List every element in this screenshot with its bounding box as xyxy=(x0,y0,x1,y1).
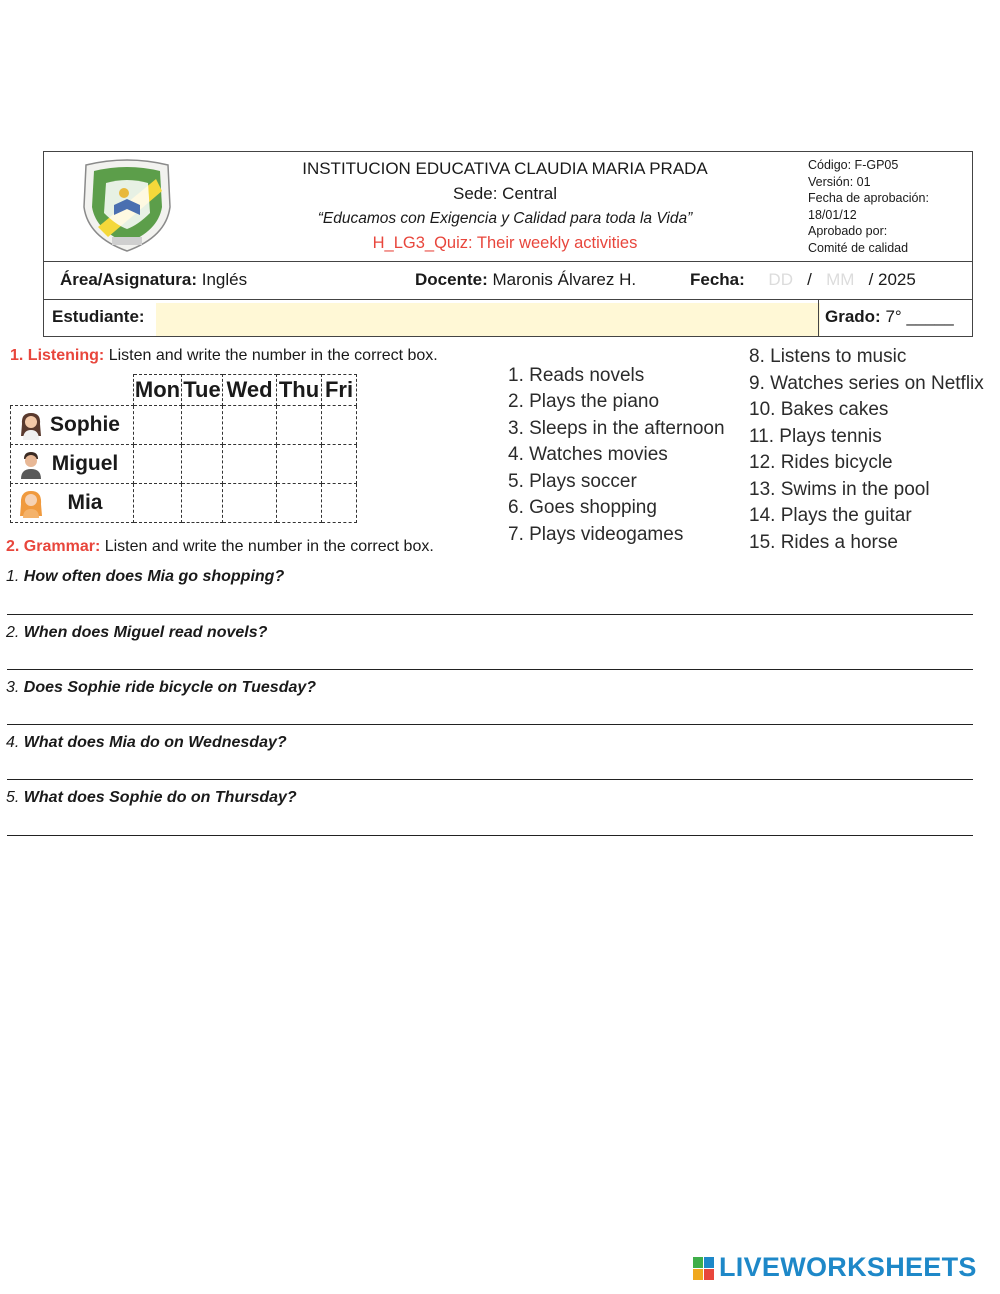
question-4 xyxy=(6,734,287,752)
liveworksheets-brand[interactable]: LIVEWORKSHEETS xyxy=(719,1252,977,1282)
day-header-wed: Wed xyxy=(223,375,277,406)
doc-approval-label: Fecha de aprobación: xyxy=(808,191,929,205)
question-text: Does Sophie ride bicycle on Tuesday? xyxy=(23,679,317,696)
subject-field xyxy=(60,270,247,290)
listening-heading xyxy=(10,347,438,365)
schedule-row-miguel xyxy=(11,445,357,484)
grade-label: Grado: xyxy=(825,307,881,326)
question-1 xyxy=(6,568,284,586)
doc-approval-date: 18/01/12 xyxy=(808,207,857,222)
sophie-avatar-icon xyxy=(17,410,45,440)
student-cell-miguel xyxy=(11,445,134,484)
question-text: What does Mia do on Wednesday? xyxy=(23,734,287,751)
day-header-thu: Thu xyxy=(277,375,322,406)
liveworksheets-icon xyxy=(693,1255,715,1283)
answer-input[interactable] xyxy=(277,484,321,522)
answer-input[interactable] xyxy=(223,484,276,522)
question-text: How often does Mia go shopping? xyxy=(23,568,285,585)
school-name: INSTITUCION EDUCATIVA CLAUDIA MARIA PRADA xyxy=(302,159,708,178)
quiz-title: H_LG3_Quiz: Their weekly activities xyxy=(372,234,638,252)
question-5 xyxy=(6,789,297,807)
listening-instruction: Listen and write the number in the correct box. xyxy=(108,347,438,364)
teacher-label: Docente: xyxy=(415,270,488,289)
activity-item: 2. Plays the piano xyxy=(508,391,660,412)
activity-item: 11. Plays tennis xyxy=(749,426,882,447)
activity-item: 12. Rides bicycle xyxy=(749,452,893,473)
date-year: / 2025 xyxy=(868,270,916,289)
question-text: When does Miguel read novels? xyxy=(23,624,268,641)
schedule-header-row xyxy=(11,375,357,406)
question-3 xyxy=(6,679,316,697)
grade-field xyxy=(825,307,954,327)
student-cell-sophie xyxy=(11,406,134,445)
answer-box[interactable] xyxy=(223,406,277,445)
answer-input[interactable] xyxy=(277,445,321,483)
answer-box[interactable] xyxy=(134,406,182,445)
answer-box[interactable] xyxy=(322,484,357,523)
activity-item: 7. Plays videogames xyxy=(508,524,684,545)
answer-input[interactable] xyxy=(134,406,181,444)
schedule-corner xyxy=(11,375,134,406)
date-field xyxy=(690,270,916,290)
activity-item: 15. Rides a horse xyxy=(749,532,898,553)
answer-line-5[interactable] xyxy=(7,809,973,836)
grade-value: 7° _____ xyxy=(885,307,954,326)
miguel-avatar-icon xyxy=(17,449,45,479)
motto: “Educamos con Exigencia y Calidad para toda la Vida” xyxy=(317,210,693,227)
schedule-row-mia xyxy=(11,484,357,523)
grammar-instruction: Listen and write the number in the correct box. xyxy=(104,538,434,555)
answer-line-4[interactable] xyxy=(7,753,973,780)
answer-input[interactable] xyxy=(134,484,181,522)
answer-input[interactable] xyxy=(322,406,356,444)
answer-box[interactable] xyxy=(134,445,182,484)
listening-number: 1. Listening: xyxy=(10,347,105,364)
grade-divider xyxy=(818,300,819,337)
answer-line-2[interactable] xyxy=(7,643,973,670)
day-header-tue: Tue xyxy=(182,375,223,406)
question-text: What does Sophie do on Thursday? xyxy=(23,789,297,806)
activity-item: 4. Watches movies xyxy=(508,444,668,465)
answer-box[interactable] xyxy=(277,406,322,445)
activity-item: 6. Goes shopping xyxy=(508,497,657,518)
answer-box[interactable] xyxy=(322,406,357,445)
activity-item: 3. Sleeps in the afternoon xyxy=(508,418,725,439)
date-day-input[interactable]: DD xyxy=(768,270,793,289)
subject-label: Área/Asignatura: xyxy=(60,270,197,289)
teacher-value: Maronis Álvarez H. xyxy=(492,270,637,289)
answer-line-1[interactable] xyxy=(7,588,973,615)
answer-input[interactable] xyxy=(182,445,222,483)
activity-item: 1. Reads novels xyxy=(508,365,645,386)
student-label: Estudiante: xyxy=(52,307,145,326)
answer-input[interactable] xyxy=(322,484,356,522)
activity-item: 14. Plays the guitar xyxy=(749,505,912,526)
grammar-heading xyxy=(6,538,434,556)
answer-line-3[interactable] xyxy=(7,698,973,725)
student-name-sophie: Sophie xyxy=(49,413,120,436)
question-2 xyxy=(6,624,267,642)
question-number: 2. xyxy=(6,624,20,641)
answer-input[interactable] xyxy=(182,484,222,522)
answer-box[interactable] xyxy=(322,445,357,484)
answer-box[interactable] xyxy=(223,445,277,484)
date-separator: / xyxy=(807,270,812,289)
activity-item: 9. Watches series on Netflix xyxy=(749,373,984,394)
answer-box[interactable] xyxy=(182,484,223,523)
answer-box[interactable] xyxy=(277,445,322,484)
schedule-row-sophie xyxy=(11,406,357,445)
doc-approved-by-label: Aprobado por: xyxy=(808,224,888,238)
teacher-field xyxy=(415,270,636,290)
mia-avatar-icon xyxy=(17,488,45,518)
student-name-mia: Mia xyxy=(67,491,103,514)
date-label: Fecha: xyxy=(690,270,745,289)
answer-input[interactable] xyxy=(182,406,222,444)
question-number: 3. xyxy=(6,679,20,696)
answer-box[interactable] xyxy=(182,445,223,484)
date-month-input[interactable]: MM xyxy=(826,270,855,289)
answer-input[interactable] xyxy=(277,406,321,444)
answer-input[interactable] xyxy=(134,445,181,483)
student-name-miguel: Miguel xyxy=(51,452,119,475)
answer-input[interactable] xyxy=(223,445,276,483)
activity-item: 10. Bakes cakes xyxy=(749,399,889,420)
question-number: 4. xyxy=(6,734,20,751)
answer-box[interactable] xyxy=(134,484,182,523)
answer-input[interactable] xyxy=(223,406,276,444)
answer-box[interactable] xyxy=(182,406,223,445)
answer-box[interactable] xyxy=(223,484,277,523)
doc-approved-by: Comité de calidad xyxy=(808,240,909,255)
campus: Sede: Central xyxy=(453,184,557,203)
activity-item: 8. Listens to music xyxy=(749,346,907,367)
day-header-mon: Mon xyxy=(134,375,182,406)
answer-input[interactable] xyxy=(322,445,356,483)
activity-item: 13. Swims in the pool xyxy=(749,479,930,500)
weekly-schedule-table xyxy=(10,374,357,523)
question-number: 1. xyxy=(6,568,20,585)
student-name-input[interactable] xyxy=(156,303,820,336)
student-cell-mia xyxy=(11,484,134,523)
subject-value: Inglés xyxy=(201,270,248,289)
grammar-number: 2. Grammar: xyxy=(6,538,101,555)
answer-box[interactable] xyxy=(277,484,322,523)
school-crest-logo xyxy=(78,157,176,253)
doc-version: Versión: 01 xyxy=(808,174,871,189)
activity-item: 5. Plays soccer xyxy=(508,471,637,492)
day-header-fri: Fri xyxy=(322,375,357,406)
question-number: 5. xyxy=(6,789,20,806)
doc-code: Código: F-GP05 xyxy=(808,158,899,172)
document-info xyxy=(808,157,968,256)
